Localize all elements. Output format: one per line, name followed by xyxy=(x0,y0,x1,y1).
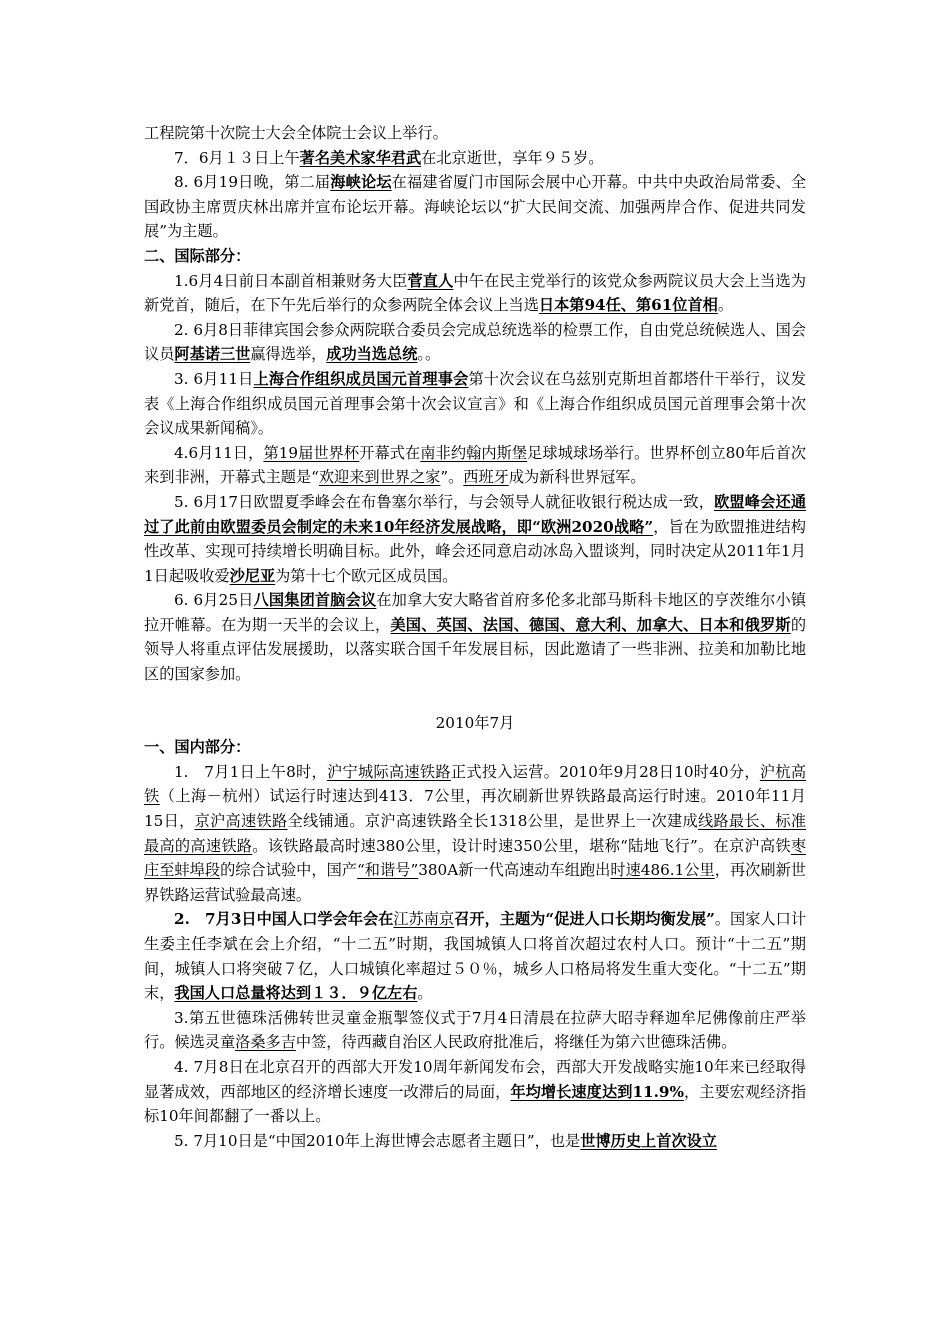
emphasis-run: 沙尼亚 xyxy=(229,566,276,585)
text-run: 在福建省厦门市国际会展中心开幕。中共中央政治局常委、全国政协主席贾庆林出席并宣布论坛开幕。海峡论坛以“扩大民间交流、加强两岸合作、促进共同发展”为主题。 xyxy=(144,173,806,241)
emphasis-run: 洛桑多吉 xyxy=(235,1033,296,1052)
text-run: 5. 7月10日是“中国2010年上海世博会志愿者主题日”，也是 xyxy=(174,1131,581,1150)
paragraph-intl-5 xyxy=(144,490,806,588)
text-run: 足球城球场举行。世界杯创立80年后首次来到非洲，开幕式主题是“ xyxy=(144,443,807,487)
emphasis-run: 欧盟峰会还通过了此前由欧盟委员会制定的未来10年经济发展战略，即“欧洲2020战略” xyxy=(144,492,807,536)
text-run: 6. 6月25日 xyxy=(174,591,254,610)
text-run: ，主要宏观经济指标10年间都翻了一番以上。 xyxy=(144,1082,807,1126)
text-run: 3. 6月11日 xyxy=(174,369,254,388)
emphasis-run: 菅直人 xyxy=(407,271,454,290)
text-run: 成为新科世界冠军。 xyxy=(508,468,646,487)
month-heading: 2010年7月 xyxy=(435,713,515,732)
text-run: 为第十七个欧元区成员国。 xyxy=(275,566,458,585)
text-run: 中签，待西藏自治区人民政府批准后，将继任为第六世德珠活佛。 xyxy=(295,1033,737,1052)
paragraph-jul-3 xyxy=(144,1006,806,1055)
text-run: 4.6月11日， xyxy=(174,443,264,462)
text-run: 的领导人将重点评估发展援助，以落实联合国千年发展目标，因此邀请了一些非洲、拉美和加勒比地区的国家参加。 xyxy=(144,615,807,684)
text-run: ，再次刷新世界铁路运营试验最高速。 xyxy=(144,861,806,904)
emphasis-run: “和谐号” xyxy=(357,861,419,880)
text-run: 第十次会议在乌兹别克斯坦首都塔什干举行，议发表《上海合作组织成员国元首理事会第十次会议宣言》和《上海合作组织成员国元首理事会第十次会议成果新闻稿》。 xyxy=(144,369,807,438)
emphasis-run: 世博历史上首次设立 xyxy=(580,1131,717,1150)
paragraph-intl-1 xyxy=(144,269,806,318)
text-run: 开幕式在 xyxy=(359,443,421,462)
text-run: 的综合试验中，国产 xyxy=(220,861,358,880)
emphasis-run: 沪杭高铁 xyxy=(144,762,807,806)
section-heading-international: 二、国际部分： xyxy=(144,246,251,265)
emphasis-run: 召开， xyxy=(454,910,500,929)
text-run: 3.第五世德珠活佛转世灵童金瓶掣签仪式于7月4日清晨在拉萨大昭寺释迦牟尼佛像前庄严举行。候选灵童 xyxy=(144,1008,806,1052)
paragraph-intl-6 xyxy=(144,588,806,686)
emphasis-run: 时速486.1公里 xyxy=(610,861,715,880)
emphasis-run: 线路最长、标准最高的高速铁路 xyxy=(144,812,807,855)
emphasis-run: 江苏南京 xyxy=(393,910,455,929)
emphasis-run: 年均增长速度达到11.9% xyxy=(510,1082,684,1101)
text-run: 。该铁路最高时速380公里，设计时速350公里，堪称“陆地飞行”。在京沪高铁 xyxy=(252,836,791,855)
paragraph-jul-5 xyxy=(144,1129,806,1154)
text-run: ，旨在为欧盟推进结构性改革、实现可持续增长明确目标。此外，峰会还同意启动冰岛入盟谈判，同时决定从2011年1月1日起吸收爱 xyxy=(144,517,806,585)
emphasis-run: 京沪高速铁路 xyxy=(194,812,288,831)
emphasis-run: 海峡论坛 xyxy=(330,173,392,192)
emphasis-run: 主题为“促进人口长期均衡发展” xyxy=(499,910,715,929)
text-run: ”。 xyxy=(440,468,464,487)
section-heading-domestic: 一、国内部分： xyxy=(144,738,251,757)
text-run: （上海－杭州）试运行时速达到413．7公里，再次刷新世界铁路最高运行时速。2010年11月15日， xyxy=(144,787,806,831)
text-run: 。 xyxy=(717,296,734,315)
emphasis-run: 上海合作组织成员国元首理事会 xyxy=(253,369,469,388)
emphasis-run: 西班牙 xyxy=(463,468,509,487)
paragraph-jul-2 xyxy=(144,907,806,1005)
text-run: 中午在民主党举行的该党众参两院议员大会上当选为新党首，随后，在下午先后举行的众参两院全体会议上当选 xyxy=(144,271,807,315)
emphasis-run: 欢迎来到世界之家 xyxy=(318,468,441,487)
emphasis-run: 沪宁城际高速铁路 xyxy=(327,762,451,781)
text-run: 赢得选举， xyxy=(250,345,327,364)
document-body xyxy=(144,121,806,1153)
paragraph-jul-4 xyxy=(144,1055,806,1129)
paragraph-intl-4 xyxy=(144,441,806,490)
emphasis-run: 阿基诺三世 xyxy=(174,345,251,364)
text-run: 在北京逝世，享年９５岁。 xyxy=(421,148,604,167)
text-run: 4. 7月8日在北京召开的西部大开发10周年新闻发布会，西部大开发战略实施10年来已经取得显著成效，西部地区的经济增长速度一改滞后的局面， xyxy=(144,1057,806,1101)
text-run: 7．6月１３日上午 xyxy=(174,148,300,167)
emphasis-run: 著名美术家华君武 xyxy=(299,148,422,167)
text-run: 在加拿大安大略省首府多伦多北部马斯科卡地区的亨茨维尔小镇拉开帷幕。在为期一天半的会议上， xyxy=(144,591,807,634)
emphasis-run: 2. 7月3日中国人口学会年会在 xyxy=(174,910,394,929)
emphasis-run: 我国人口总量将达到１３．９亿左右 xyxy=(174,984,418,1003)
text-run: 380A新一代高速动车组跑出 xyxy=(418,861,611,880)
text-run: 。。 xyxy=(417,345,441,364)
paragraph-cont xyxy=(144,121,806,146)
paragraph-intl-2 xyxy=(144,318,806,367)
paragraph-jul-1 xyxy=(144,760,806,908)
text-run: 。 xyxy=(417,984,433,1003)
emphasis-run: 第19届世界杯 xyxy=(263,443,360,462)
text-run: 工程院第十次院士大会全体院士会议上举行。 xyxy=(144,124,448,142)
emphasis-run: 日本第94任、第61位首相 xyxy=(538,296,718,315)
text-run: 1.6月4日前日本副首相兼财务大臣 xyxy=(174,271,408,290)
paragraph-intl-3 xyxy=(144,367,806,441)
paragraph-domestic-7 xyxy=(144,146,806,171)
text-run: 全线铺通。京沪高速铁路全长1318公里，是世界上一次建成 xyxy=(287,812,698,831)
emphasis-run: 南非约翰内斯堡 xyxy=(420,443,528,462)
text-run: 。国家人口计生委主任李斌在会上介绍，“十二五”时期，我国城镇人口将首次超过农村人口。预计“十二五”期间，城镇人口将突破７亿，人口城镇化率超过５０％，城乡人口格局将发生重大变化。“十二五”期末， xyxy=(144,910,807,1003)
emphasis-run: 成功当选总统 xyxy=(326,345,418,364)
emphasis-run: 八国集团首脑会议 xyxy=(253,591,377,610)
text-run: 8. 6月19日晚，第二届 xyxy=(174,173,331,192)
text-run: 正式投入运营。2010年9月28日10时40分， xyxy=(450,762,760,781)
text-run: 1. 7月1日上午8时， xyxy=(174,762,328,781)
emphasis-run: 枣庄至蚌埠段 xyxy=(144,836,807,880)
emphasis-run: 美国、英国、法国、德国、意大利、加拿大、日本和俄罗斯 xyxy=(390,615,791,634)
paragraph-domestic-8 xyxy=(144,170,806,244)
text-run: 2. 6月8日菲律宾国会参众两院联合委员会完成总统选举的检票工作，自由党总统候选人、国会议员 xyxy=(144,320,806,364)
text-run: 5. 6月17日欧盟夏季峰会在布鲁塞尔举行，与会领导人就征收银行税达成一致， xyxy=(174,492,715,511)
